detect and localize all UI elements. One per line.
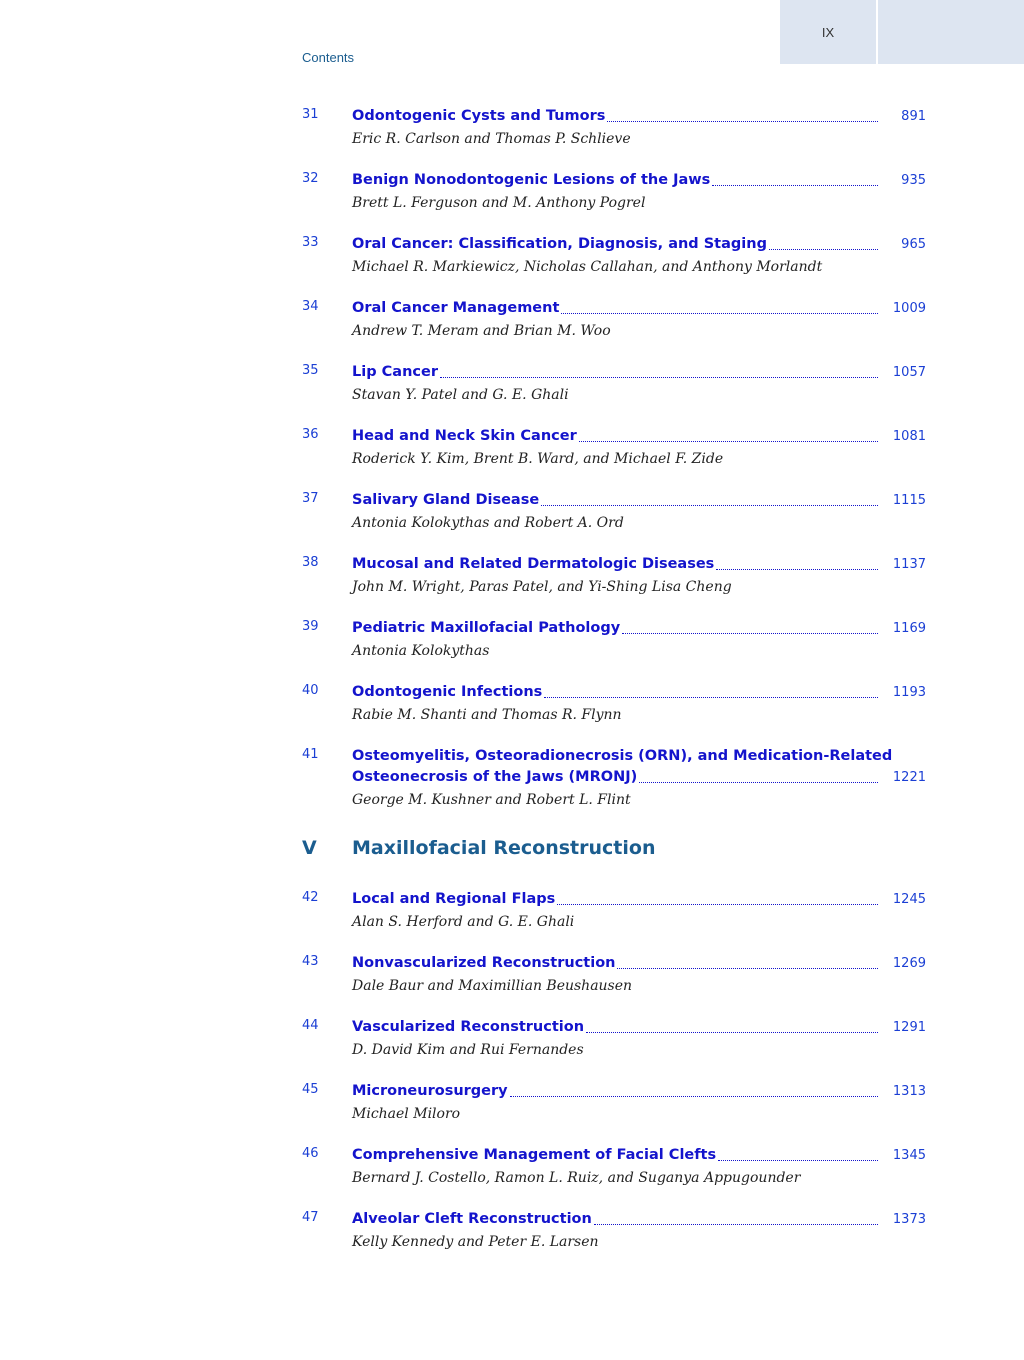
toc-group-part-iv [302, 106, 926, 726]
toc-entry[interactable] [302, 234, 926, 278]
page-number: IX [821, 24, 835, 40]
chapter-number: 36 [302, 427, 319, 442]
chapter-number: 47 [302, 1210, 319, 1225]
leader-dots [769, 248, 878, 250]
chapter-authors: Michael Miloro [352, 1106, 461, 1122]
chapter-title[interactable]: Vascularized Reconstruction [352, 1019, 585, 1035]
chapter-page[interactable]: 1009 [892, 301, 926, 316]
chapter-title[interactable]: Alveolar Cleft Reconstruction [352, 1211, 592, 1227]
chapter-number: 32 [302, 171, 319, 186]
toc-entry[interactable] [302, 1145, 926, 1189]
leader-dots [718, 1159, 878, 1161]
leader-dots [579, 440, 878, 442]
chapter-page[interactable]: 1137 [892, 557, 926, 572]
chapter-title[interactable]: Lip Cancer [352, 364, 438, 380]
chapter-title[interactable]: Salivary Gland Disease [352, 492, 540, 508]
chapter-number: 46 [302, 1146, 319, 1161]
toc-entry[interactable] [302, 953, 926, 997]
chapter-page[interactable]: 1081 [892, 429, 926, 444]
leader-dots [557, 903, 878, 905]
chapter-number: 41 [302, 747, 319, 762]
toc-entry[interactable] [302, 362, 926, 406]
chapter-title[interactable]: Local and Regional Flaps [352, 891, 556, 907]
chapter-page[interactable]: 935 [901, 173, 926, 188]
chapter-authors: Brett L. Ferguson and M. Anthony Pogrel [352, 195, 646, 211]
page-number-tab [780, 0, 876, 64]
chapter-page[interactable]: 1245 [892, 892, 926, 907]
chapter-page[interactable]: 1313 [892, 1084, 926, 1099]
chapter-page[interactable]: 1373 [892, 1212, 926, 1227]
chapter-authors: Stavan Y. Patel and G. E. Ghali [352, 387, 569, 403]
chapter-title[interactable]: Oral Cancer: Classification, Diagnosis, and Staging [352, 236, 767, 252]
page-tab-decoration [878, 0, 1024, 64]
chapter-authors: Antonia Kolokythas [352, 643, 490, 659]
leader-dots [639, 781, 878, 783]
chapter-title[interactable]: Oral Cancer Management [352, 300, 560, 316]
chapter-number: 42 [302, 890, 319, 905]
chapter-title[interactable]: Pediatric Maxillofacial Pathology [352, 620, 621, 636]
chapter-authors: George M. Kushner and Robert L. Flint [352, 792, 631, 808]
chapter-number: 31 [302, 107, 319, 122]
chapter-authors: Alan S. Herford and G. E. Ghali [352, 914, 575, 930]
toc-entry[interactable] [302, 618, 926, 662]
section-roman-numeral: V [302, 837, 317, 859]
chapter-number: 44 [302, 1018, 319, 1033]
chapter-page[interactable]: 1345 [892, 1148, 926, 1163]
chapter-page[interactable]: 1115 [892, 493, 926, 508]
toc-entry[interactable] [302, 490, 926, 534]
chapter-authors: D. David Kim and Rui Fernandes [352, 1042, 584, 1058]
chapter-number: 45 [302, 1082, 319, 1097]
chapter-title[interactable]: Head and Neck Skin Cancer [352, 428, 577, 444]
chapter-authors: Roderick Y. Kim, Brent B. Ward, and Michael F. Zide [352, 451, 724, 467]
leader-dots [712, 184, 878, 186]
chapter-number: 34 [302, 299, 319, 314]
leader-dots [594, 1223, 878, 1225]
toc-entry[interactable] [302, 1081, 926, 1125]
toc-entry[interactable] [302, 1017, 926, 1061]
toc-entry[interactable] [302, 298, 926, 342]
chapter-page[interactable]: 1169 [892, 621, 926, 636]
table-of-contents [302, 106, 926, 1273]
chapter-authors: Andrew T. Meram and Brian M. Woo [352, 323, 611, 339]
chapter-title[interactable]: Mucosal and Related Dermatologic Diseases [352, 556, 715, 572]
running-head: Contents [302, 50, 355, 65]
leader-dots [541, 504, 878, 506]
chapter-page[interactable]: 1193 [892, 685, 926, 700]
leader-dots [617, 967, 878, 969]
leader-dots [440, 376, 878, 378]
toc-entry[interactable] [302, 1209, 926, 1253]
chapter-authors: Dale Baur and Maximillian Beushausen [352, 978, 633, 994]
chapter-authors: Antonia Kolokythas and Robert A. Ord [352, 515, 624, 531]
chapter-title[interactable]: Comprehensive Management of Facial Clefts [352, 1147, 717, 1163]
chapter-number: 35 [302, 363, 319, 378]
leader-dots [622, 632, 878, 634]
chapter-authors: Eric R. Carlson and Thomas P. Schlieve [352, 131, 631, 147]
toc-entry[interactable] [302, 682, 926, 726]
chapter-title-line-2[interactable]: Osteonecrosis of the Jaws (MRONJ) [352, 769, 638, 785]
leader-dots [544, 696, 878, 698]
leader-dots [561, 312, 878, 314]
chapter-authors: John M. Wright, Paras Patel, and Yi-Shing Lisa Cheng [352, 579, 732, 595]
toc-entry[interactable] [302, 746, 926, 811]
chapter-title[interactable]: Odontogenic Infections [352, 684, 543, 700]
chapter-number: 43 [302, 954, 319, 969]
chapter-authors: Bernard J. Costello, Ramon L. Ruiz, and Suganya Appugounder [352, 1170, 801, 1186]
leader-dots [586, 1031, 878, 1033]
chapter-authors: Kelly Kennedy and Peter E. Larsen [352, 1234, 599, 1250]
chapter-page[interactable]: 1269 [892, 956, 926, 971]
chapter-page[interactable]: 891 [901, 109, 926, 124]
chapter-title[interactable]: Odontogenic Cysts and Tumors [352, 108, 606, 124]
chapter-title[interactable]: Nonvascularized Reconstruction [352, 955, 616, 971]
chapter-page[interactable]: 965 [901, 237, 926, 252]
toc-entry[interactable] [302, 106, 926, 150]
chapter-title-line-1[interactable]: Osteomyelitis, Osteoradionecrosis (ORN), and Medication-Related [352, 748, 893, 764]
chapter-page[interactable]: 1057 [892, 365, 926, 380]
section-title: Maxillofacial Reconstruction [352, 837, 656, 859]
toc-group-part-v [302, 889, 926, 1253]
section-heading [302, 837, 926, 867]
chapter-number: 38 [302, 555, 319, 570]
chapter-number: 33 [302, 235, 319, 250]
chapter-title[interactable]: Benign Nonodontogenic Lesions of the Jaws [352, 172, 711, 188]
toc-entry[interactable] [302, 889, 926, 933]
chapter-number: 40 [302, 683, 319, 698]
leader-dots [607, 120, 878, 122]
chapter-authors: Rabie M. Shanti and Thomas R. Flynn [352, 707, 622, 723]
chapter-page[interactable]: 1291 [892, 1020, 926, 1035]
toc-entry[interactable] [302, 554, 926, 598]
chapter-title[interactable]: Microneurosurgery [352, 1083, 508, 1099]
leader-dots [716, 568, 878, 570]
toc-entry[interactable] [302, 426, 926, 470]
leader-dots [510, 1095, 878, 1097]
chapter-authors: Michael R. Markiewicz, Nicholas Callahan, and Anthony Morlandt [352, 259, 823, 275]
chapter-page[interactable]: 1221 [892, 770, 926, 785]
chapter-number: 39 [302, 619, 319, 634]
chapter-number: 37 [302, 491, 319, 506]
toc-entry[interactable] [302, 170, 926, 214]
